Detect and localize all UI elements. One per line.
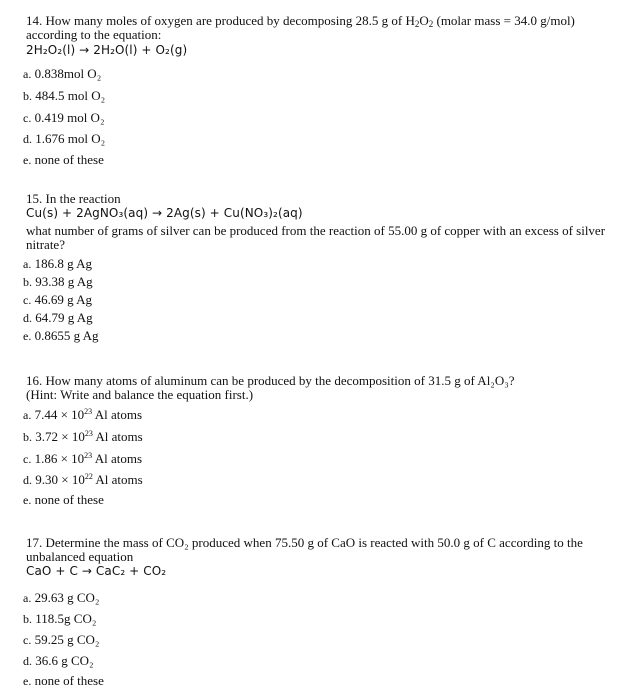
option-14a[interactable] [23,66,101,82]
option-letter: b. [23,430,32,444]
option-letter: e. [23,674,32,688]
option-text: 484.5 mol O₂ [35,88,106,103]
option-letter: e. [23,329,32,343]
question-15-stem [26,224,616,252]
stem-text: nitrate? [26,237,65,252]
option-text: 118.5g CO₂ [35,611,97,626]
option-mantissa: 1.86 × 10 [34,451,85,466]
option-letter: d. [23,654,32,668]
subscript: 2 [428,19,434,29]
stem-text: 14. How many moles of oxygen are produced by decomposing 28.5 g of H [26,13,415,28]
option-14d[interactable] [23,131,105,147]
subscript: 2 [414,19,420,29]
option-text: none of these [34,152,104,167]
option-unit: Al atoms [92,451,143,466]
question-15 [26,192,616,252]
option-letter: b. [23,612,32,626]
stem-text: according to the equation: [26,27,162,42]
option-text: 59.25 g CO₂ [34,632,100,647]
option-letter: e. [23,493,32,507]
question-17 [26,536,616,579]
option-16a[interactable] [23,407,142,423]
question-15-stem-intro: 15. In the reaction [26,191,121,206]
question-15-equation: Cu(s) + 2AgNO₃(aq) → 2Ag(s) + Cu(NO₃)₂(aq) [26,206,303,220]
option-text: 186.8 g Ag [34,256,92,271]
option-unit: Al atoms [92,472,143,487]
option-17b[interactable] [23,611,96,627]
option-exponent: 23 [84,451,93,460]
option-mantissa: 9.30 × 10 [35,472,85,487]
option-text: 29.63 g CO₂ [34,590,100,605]
option-unit: Al atoms [92,407,143,422]
option-14b[interactable] [23,88,105,104]
option-letter: d. [23,311,32,325]
option-letter: c. [23,452,32,466]
question-17-equation: CaO + C → CaC₂ + CO₂ [26,564,167,578]
option-letter: a. [23,591,32,605]
option-text: 64.79 g Ag [35,310,93,325]
question-14 [26,14,616,58]
option-letter: e. [23,153,32,167]
option-text: none of these [34,492,104,507]
stem-text: (molar mass = 34.0 g/mol) [433,13,575,28]
option-text: 0.8655 g Ag [34,328,99,343]
option-text: 1.676 mol O₂ [35,131,106,146]
option-17e[interactable] [23,673,104,689]
option-letter: c. [23,293,32,307]
option-letter: c. [23,633,32,647]
option-17a[interactable] [23,590,99,606]
option-15b[interactable] [23,274,93,290]
option-16b[interactable] [23,429,143,445]
option-letter: c. [23,111,32,125]
question-17-stem [26,536,616,564]
stem-text: 17. Determine the mass of CO₂ produced when 75.50 g of CaO is reacted with 50.0 g of C according to the [26,535,583,550]
stem-text: unbalanced equation [26,549,134,564]
option-14e[interactable] [23,152,104,168]
option-text: 0.838mol O₂ [34,66,102,81]
option-letter: d. [23,473,32,487]
question-16-stem [26,374,616,402]
option-text: 93.38 g Ag [35,274,93,289]
option-letter: a. [23,408,32,422]
option-exponent: 23 [84,429,93,438]
stem-text: O [419,13,429,28]
option-letter: a. [23,67,32,81]
option-15a[interactable] [23,256,92,272]
option-mantissa: 7.44 × 10 [34,407,85,422]
option-letter: d. [23,132,32,146]
question-14-equation: 2H₂O₂(l) → 2H₂O(l) + O₂(g) [26,43,188,57]
option-15d[interactable] [23,310,93,326]
option-15e[interactable] [23,328,99,344]
option-mantissa: 3.72 × 10 [35,429,85,444]
option-16c[interactable] [23,451,142,467]
option-letter: a. [23,257,32,271]
option-17c[interactable] [23,632,99,648]
option-text: 36.6 g CO₂ [35,653,94,668]
option-text: none of these [34,673,104,688]
question-14-stem [26,14,616,42]
option-letter: b. [23,275,32,289]
option-unit: Al atoms [92,429,143,444]
option-exponent: 23 [84,407,93,416]
option-16e[interactable] [23,492,104,508]
option-15c[interactable] [23,292,92,308]
question-16 [26,374,616,402]
option-letter: b. [23,89,32,103]
option-text: 46.69 g Ag [34,292,92,307]
stem-text: 16. How many atoms of aluminum can be produced by the decomposition of 31.5 g of Al₂O₃? [26,373,515,388]
stem-text: (Hint: Write and balance the equation first.) [26,387,254,402]
option-17d[interactable] [23,653,94,669]
stem-text: what number of grams of silver can be produced from the reaction of 55.00 g of copper with an excess of silver [26,223,606,238]
option-16d[interactable] [23,472,143,488]
option-text: 0.419 mol O₂ [34,110,105,125]
option-exponent: 22 [84,472,93,481]
option-14c[interactable] [23,110,104,126]
